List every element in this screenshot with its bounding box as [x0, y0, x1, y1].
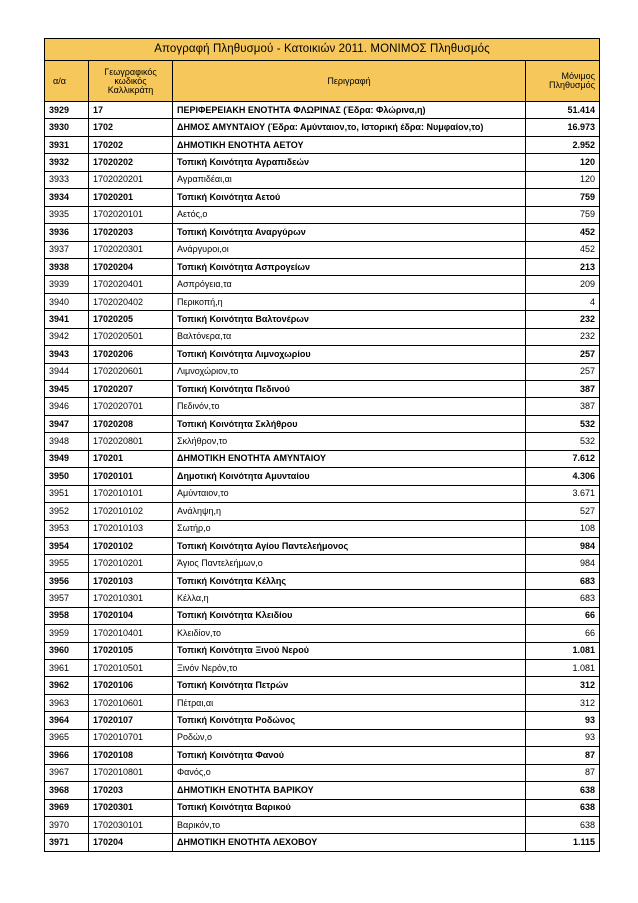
- row-geo-code-cell: 1702020601: [89, 363, 173, 380]
- row-geo-code-cell: 1702030101: [89, 816, 173, 833]
- row-population-cell: 213: [526, 258, 600, 275]
- table-row: [45, 834, 600, 851]
- row-description-cell: Σωτήρ,ο: [173, 520, 526, 537]
- row-aa-cell: 3943: [45, 346, 89, 363]
- header-aa: α/α: [45, 61, 89, 102]
- row-geo-code-cell: 1702010601: [89, 694, 173, 711]
- row-geo-code-cell: 17020203: [89, 224, 173, 241]
- row-population-cell: 532: [526, 433, 600, 450]
- row-description-cell: Βαρικόν,το: [173, 816, 526, 833]
- row-geo-code-cell: 1702020402: [89, 293, 173, 310]
- row-geo-code-cell: 17020201: [89, 189, 173, 206]
- row-description-cell: Τοπική Κοινότητα Βαλτονέρων: [173, 311, 526, 328]
- table-row: [45, 224, 600, 241]
- table-row: [45, 171, 600, 188]
- row-aa-cell: 3949: [45, 450, 89, 467]
- header-geo-code-line2: κωδικός: [114, 75, 147, 86]
- row-population-cell: 3.671: [526, 485, 600, 502]
- table-row: [45, 503, 600, 520]
- row-population-cell: 232: [526, 328, 600, 345]
- row-description-cell: Τοπική Κοινότητα Πεδινού: [173, 381, 526, 398]
- row-geo-code-cell: 17020104: [89, 607, 173, 624]
- row-aa-cell: 3930: [45, 119, 89, 136]
- row-description-cell: ΔΗΜΟΣ ΑΜΥΝΤΑΙΟΥ (Έδρα: Αμύνταιον,το, Ιστορική έδρα: Νυμφαίον,το): [173, 119, 526, 136]
- row-population-cell: 93: [526, 729, 600, 746]
- row-population-cell: 120: [526, 171, 600, 188]
- row-population-cell: 638: [526, 799, 600, 816]
- row-geo-code-cell: 1702010301: [89, 590, 173, 607]
- row-aa-cell: 3969: [45, 799, 89, 816]
- header-row: [45, 61, 600, 102]
- row-population-cell: 759: [526, 189, 600, 206]
- table-row: [45, 677, 600, 694]
- table-row: [45, 293, 600, 310]
- row-description-cell: Ανάργυροι,οι: [173, 241, 526, 258]
- row-aa-cell: 3933: [45, 171, 89, 188]
- row-population-cell: 683: [526, 590, 600, 607]
- row-aa-cell: 3946: [45, 398, 89, 415]
- row-geo-code-cell: 17020107: [89, 712, 173, 729]
- row-geo-code-cell: 1702020201: [89, 171, 173, 188]
- table-title: Απογραφή Πληθυσμού - Κατοικιών 2011. ΜΟΝΙΜΟΣ Πληθυσμός: [45, 39, 600, 61]
- table-row: [45, 276, 600, 293]
- row-population-cell: 1.081: [526, 660, 600, 677]
- row-description-cell: Ξινόν Νερόν,το: [173, 660, 526, 677]
- row-geo-code-cell: 17020103: [89, 572, 173, 589]
- row-population-cell: 257: [526, 363, 600, 380]
- row-geo-code-cell: 170203: [89, 782, 173, 799]
- row-description-cell: Φανός,ο: [173, 764, 526, 781]
- row-description-cell: Πεδινόν,το: [173, 398, 526, 415]
- table-row: [45, 363, 600, 380]
- row-aa-cell: 3962: [45, 677, 89, 694]
- row-aa-cell: 3944: [45, 363, 89, 380]
- row-aa-cell: 3939: [45, 276, 89, 293]
- row-geo-code-cell: 1702020401: [89, 276, 173, 293]
- table-row: [45, 398, 600, 415]
- row-geo-code-cell: 17020108: [89, 747, 173, 764]
- row-aa-cell: 3971: [45, 834, 89, 851]
- row-geo-code-cell: 1702010201: [89, 555, 173, 572]
- row-description-cell: ΔΗΜΟΤΙΚΗ ΕΝΟΤΗΤΑ ΒΑΡΙΚΟΥ: [173, 782, 526, 799]
- row-description-cell: Ανάληψη,η: [173, 503, 526, 520]
- header-geo-code-line1: Γεωγραφικός: [104, 66, 157, 77]
- row-geo-code-cell: 1702020501: [89, 328, 173, 345]
- table-row: [45, 258, 600, 275]
- table-row: [45, 712, 600, 729]
- row-geo-code-cell: 1702010103: [89, 520, 173, 537]
- table-row: [45, 136, 600, 153]
- table-row: [45, 206, 600, 223]
- row-population-cell: 66: [526, 625, 600, 642]
- row-description-cell: Σκλήθρον,το: [173, 433, 526, 450]
- table-row: [45, 729, 600, 746]
- row-aa-cell: 3948: [45, 433, 89, 450]
- row-population-cell: 759: [526, 206, 600, 223]
- row-description-cell: Πέτραι,αι: [173, 694, 526, 711]
- row-description-cell: Αγραπιδέαι,αι: [173, 171, 526, 188]
- table-row: [45, 660, 600, 677]
- row-population-cell: 16.973: [526, 119, 600, 136]
- row-geo-code-cell: 17020105: [89, 642, 173, 659]
- row-description-cell: Τοπική Κοινότητα Ξινού Νερού: [173, 642, 526, 659]
- row-description-cell: Τοπική Κοινότητα Βαρικού: [173, 799, 526, 816]
- row-population-cell: 683: [526, 572, 600, 589]
- row-population-cell: 1.081: [526, 642, 600, 659]
- row-description-cell: Περικοπή,η: [173, 293, 526, 310]
- row-aa-cell: 3929: [45, 102, 89, 119]
- table-row: [45, 537, 600, 554]
- row-description-cell: ΔΗΜΟΤΙΚΗ ΕΝΟΤΗΤΑ ΛΕΧΟΒΟΥ: [173, 834, 526, 851]
- row-description-cell: Κλειδίον,το: [173, 625, 526, 642]
- row-geo-code-cell: 1702010501: [89, 660, 173, 677]
- table-row: [45, 572, 600, 589]
- row-geo-code-cell: 17020204: [89, 258, 173, 275]
- row-description-cell: Αμύνταιον,το: [173, 485, 526, 502]
- row-population-cell: 232: [526, 311, 600, 328]
- row-aa-cell: 3931: [45, 136, 89, 153]
- row-description-cell: Άγιος Παντελεήμων,ο: [173, 555, 526, 572]
- row-description-cell: Αετός,ο: [173, 206, 526, 223]
- row-description-cell: Τοπική Κοινότητα Κλειδίου: [173, 607, 526, 624]
- table-row: [45, 799, 600, 816]
- row-description-cell: Τοπική Κοινότητα Πετρών: [173, 677, 526, 694]
- row-population-cell: 984: [526, 537, 600, 554]
- table-row: [45, 555, 600, 572]
- table-row: [45, 782, 600, 799]
- row-description-cell: Λιμνοχώριον,το: [173, 363, 526, 380]
- table-row: [45, 433, 600, 450]
- row-population-cell: 527: [526, 503, 600, 520]
- row-description-cell: Τοπική Κοινότητα Αγραπιδεών: [173, 154, 526, 171]
- row-aa-cell: 3967: [45, 764, 89, 781]
- row-geo-code-cell: 1702: [89, 119, 173, 136]
- row-aa-cell: 3937: [45, 241, 89, 258]
- row-geo-code-cell: 1702010701: [89, 729, 173, 746]
- row-aa-cell: 3938: [45, 258, 89, 275]
- table-row: [45, 607, 600, 624]
- row-description-cell: Τοπική Κοινότητα Ροδώνος: [173, 712, 526, 729]
- row-aa-cell: 3947: [45, 415, 89, 432]
- row-aa-cell: 3957: [45, 590, 89, 607]
- table-row: [45, 328, 600, 345]
- census-table: [44, 38, 600, 852]
- table-row: [45, 694, 600, 711]
- row-description-cell: Τοπική Κοινότητα Αετού: [173, 189, 526, 206]
- row-aa-cell: 3942: [45, 328, 89, 345]
- row-aa-cell: 3951: [45, 485, 89, 502]
- row-geo-code-cell: 17020206: [89, 346, 173, 363]
- table-row: [45, 590, 600, 607]
- header-geo-code-line3: Καλλικράτη: [107, 84, 154, 95]
- row-geo-code-cell: 17: [89, 102, 173, 119]
- row-population-cell: 4: [526, 293, 600, 310]
- table-row: [45, 119, 600, 136]
- row-description-cell: Τοπική Κοινότητα Κέλλης: [173, 572, 526, 589]
- row-aa-cell: 3970: [45, 816, 89, 833]
- row-aa-cell: 3945: [45, 381, 89, 398]
- row-aa-cell: 3958: [45, 607, 89, 624]
- row-geo-code-cell: 170201: [89, 450, 173, 467]
- row-population-cell: 66: [526, 607, 600, 624]
- row-geo-code-cell: 1702020701: [89, 398, 173, 415]
- header-description: Περιγραφή: [173, 61, 526, 102]
- table-row: [45, 189, 600, 206]
- row-geo-code-cell: 17020102: [89, 537, 173, 554]
- row-description-cell: ΔΗΜΟΤΙΚΗ ΕΝΟΤΗΤΑ ΑΕΤΟΥ: [173, 136, 526, 153]
- table-body: [45, 102, 600, 852]
- table-row: [45, 381, 600, 398]
- header-population-line1: Μόνιμος: [561, 71, 595, 81]
- row-population-cell: 209: [526, 276, 600, 293]
- row-description-cell: Τοπική Κοινότητα Λιμνοχωρίου: [173, 346, 526, 363]
- table-row: [45, 747, 600, 764]
- row-population-cell: 120: [526, 154, 600, 171]
- row-population-cell: 93: [526, 712, 600, 729]
- title-row: [45, 39, 600, 61]
- row-description-cell: Δημοτική Κοινότητα Αμυνταίου: [173, 468, 526, 485]
- row-population-cell: 4.306: [526, 468, 600, 485]
- row-population-cell: 87: [526, 747, 600, 764]
- table-row: [45, 154, 600, 171]
- header-population-line2: Πληθυσμός: [548, 80, 595, 90]
- row-aa-cell: 3964: [45, 712, 89, 729]
- row-aa-cell: 3934: [45, 189, 89, 206]
- row-aa-cell: 3961: [45, 660, 89, 677]
- row-population-cell: 2.952: [526, 136, 600, 153]
- row-aa-cell: 3936: [45, 224, 89, 241]
- row-geo-code-cell: 1702010101: [89, 485, 173, 502]
- row-description-cell: ΠΕΡΙΦΕΡΕΙΑΚΗ ΕΝΟΤΗΤΑ ΦΛΩΡΙΝΑΣ (Έδρα: Φλώρινα,η): [173, 102, 526, 119]
- row-geo-code-cell: 17020106: [89, 677, 173, 694]
- row-aa-cell: 3968: [45, 782, 89, 799]
- table-row: [45, 102, 600, 119]
- table-row: [45, 450, 600, 467]
- row-aa-cell: 3960: [45, 642, 89, 659]
- row-description-cell: ΔΗΜΟΤΙΚΗ ΕΝΟΤΗΤΑ ΑΜΥΝΤΑΙΟΥ: [173, 450, 526, 467]
- table-row: [45, 468, 600, 485]
- row-population-cell: 87: [526, 764, 600, 781]
- table-row: [45, 415, 600, 432]
- row-description-cell: Τοπική Κοινότητα Ασπρογείων: [173, 258, 526, 275]
- row-description-cell: Τοπική Κοινότητα Αγίου Παντελεήμονος: [173, 537, 526, 554]
- header-population: [526, 61, 600, 102]
- row-population-cell: 452: [526, 224, 600, 241]
- row-population-cell: 312: [526, 694, 600, 711]
- table-row: [45, 816, 600, 833]
- row-aa-cell: 3941: [45, 311, 89, 328]
- row-geo-code-cell: 1702010401: [89, 625, 173, 642]
- row-geo-code-cell: 1702010801: [89, 764, 173, 781]
- table-row: [45, 625, 600, 642]
- row-description-cell: Ασπρόγεια,τα: [173, 276, 526, 293]
- table-row: [45, 485, 600, 502]
- table-row: [45, 346, 600, 363]
- row-aa-cell: 3954: [45, 537, 89, 554]
- row-aa-cell: 3953: [45, 520, 89, 537]
- table-row: [45, 764, 600, 781]
- row-description-cell: Τοπική Κοινότητα Φανού: [173, 747, 526, 764]
- row-description-cell: Βαλτόνερα,τα: [173, 328, 526, 345]
- row-population-cell: 387: [526, 398, 600, 415]
- row-geo-code-cell: 170202: [89, 136, 173, 153]
- table-row: [45, 311, 600, 328]
- row-population-cell: 984: [526, 555, 600, 572]
- row-geo-code-cell: 17020207: [89, 381, 173, 398]
- row-geo-code-cell: 170204: [89, 834, 173, 851]
- table-row: [45, 520, 600, 537]
- row-aa-cell: 3956: [45, 572, 89, 589]
- row-aa-cell: 3950: [45, 468, 89, 485]
- row-geo-code-cell: 17020205: [89, 311, 173, 328]
- table-row: [45, 642, 600, 659]
- row-description-cell: Τοπική Κοινότητα Αναργύρων: [173, 224, 526, 241]
- row-aa-cell: 3965: [45, 729, 89, 746]
- row-geo-code-cell: 17020101: [89, 468, 173, 485]
- row-aa-cell: 3935: [45, 206, 89, 223]
- row-description-cell: Ροδών,ο: [173, 729, 526, 746]
- row-population-cell: 51.414: [526, 102, 600, 119]
- row-geo-code-cell: 17020301: [89, 799, 173, 816]
- row-population-cell: 532: [526, 415, 600, 432]
- row-population-cell: 257: [526, 346, 600, 363]
- row-geo-code-cell: 17020202: [89, 154, 173, 171]
- table-row: [45, 241, 600, 258]
- row-description-cell: Κέλλα,η: [173, 590, 526, 607]
- row-aa-cell: 3963: [45, 694, 89, 711]
- row-aa-cell: 3952: [45, 503, 89, 520]
- row-population-cell: 1.115: [526, 834, 600, 851]
- row-population-cell: 7.612: [526, 450, 600, 467]
- row-aa-cell: 3940: [45, 293, 89, 310]
- row-geo-code-cell: 1702020801: [89, 433, 173, 450]
- row-geo-code-cell: 1702010102: [89, 503, 173, 520]
- row-population-cell: 312: [526, 677, 600, 694]
- row-population-cell: 387: [526, 381, 600, 398]
- row-aa-cell: 3959: [45, 625, 89, 642]
- row-description-cell: Τοπική Κοινότητα Σκλήθρου: [173, 415, 526, 432]
- row-aa-cell: 3932: [45, 154, 89, 171]
- row-population-cell: 452: [526, 241, 600, 258]
- header-geo-code: [89, 61, 173, 102]
- row-population-cell: 108: [526, 520, 600, 537]
- row-geo-code-cell: 1702020101: [89, 206, 173, 223]
- row-geo-code-cell: 17020208: [89, 415, 173, 432]
- row-geo-code-cell: 1702020301: [89, 241, 173, 258]
- row-population-cell: 638: [526, 816, 600, 833]
- row-aa-cell: 3955: [45, 555, 89, 572]
- row-aa-cell: 3966: [45, 747, 89, 764]
- row-population-cell: 638: [526, 782, 600, 799]
